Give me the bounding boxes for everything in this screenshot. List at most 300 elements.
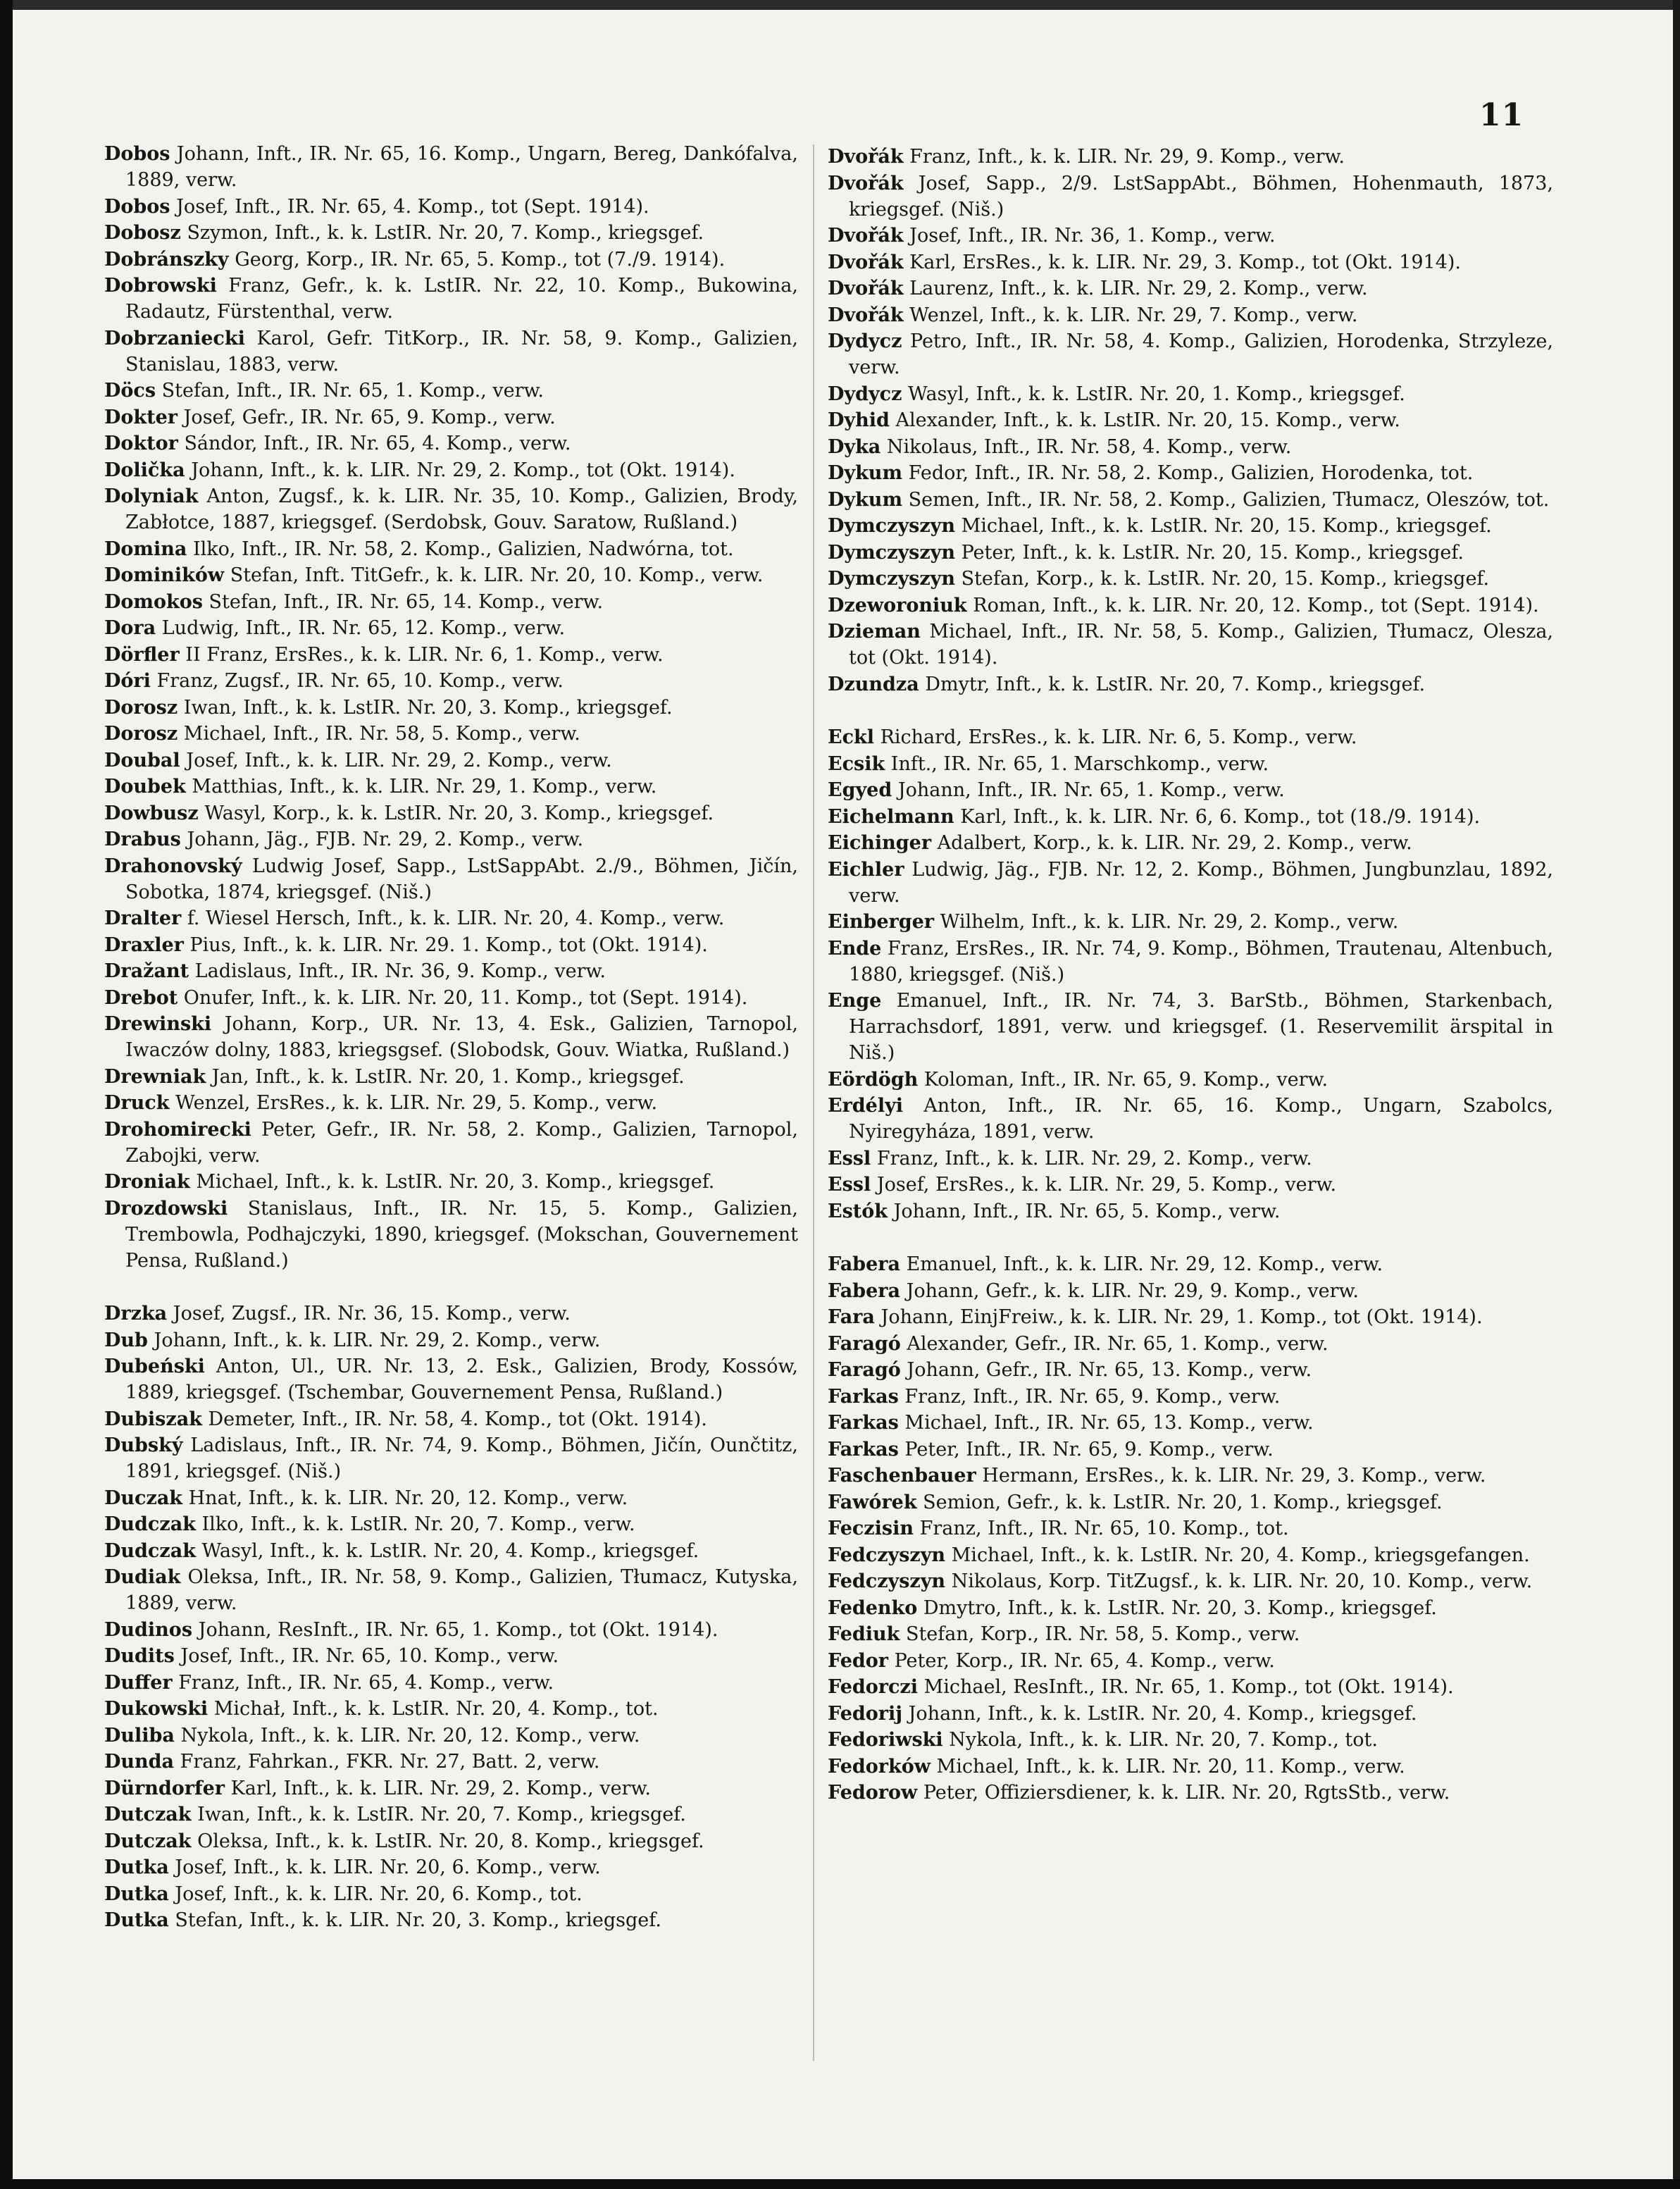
entry-surname: Dobosz — [104, 222, 181, 244]
entry-surname: Dyka — [828, 435, 881, 458]
entry-details: Josef, Inft., IR. Nr. 65, 4. Komp., tot (Sept. 1914). — [176, 195, 649, 218]
entry-details: Johann, Inft., k. k. LIR. Nr. 29, 2. Komp., tot (Okt. 1914). — [191, 459, 735, 481]
list-entry — [104, 1327, 798, 1353]
list-entry — [104, 958, 798, 984]
entry-details: Karol, Gefr. TitKorp., IR. Nr. 58, 9. Komp., Galizien, Stanislau, 1883, verw. — [125, 327, 798, 376]
list-entry — [828, 1331, 1553, 1357]
entry-surname: Farkas — [828, 1412, 899, 1434]
list-entry — [828, 619, 1553, 671]
entry-surname: Dvořák — [828, 278, 904, 299]
list-entry — [104, 1643, 798, 1669]
list-entry — [828, 302, 1553, 328]
entry-surname: Doktor — [104, 433, 178, 454]
entry-details: f. Wiesel Hersch, Inft., k. k. LIR. Nr. 20, 4. Komp., verw. — [187, 907, 725, 929]
list-entry — [828, 566, 1553, 592]
list-entry — [104, 826, 798, 852]
list-entry — [828, 830, 1553, 856]
entry-details: Wasyl, Inft., k. k. LstIR. Nr. 20, 1. Komp., kriegsgef. — [908, 383, 1405, 405]
entry-surname: Fedorków — [828, 1755, 931, 1778]
entry-surname: Dutka — [104, 1883, 169, 1905]
entry-surname: Drozdowski — [104, 1197, 228, 1220]
entry-details: Johann, Inft., k. k. LstIR. Nr. 20, 4. Komp., kriegsgef. — [908, 1702, 1417, 1725]
entry-details: Michael, Inft., k. k. LstIR. Nr. 20, 3. Komp., kriegsgef. — [196, 1171, 715, 1193]
entry-details: Karl, Inft., k. k. LIR. Nr. 29, 2. Komp., verw. — [230, 1777, 651, 1799]
entry-details: Onufer, Inft., k. k. LIR. Nr. 20, 11. Komp., tot (Sept. 1914). — [183, 986, 748, 1009]
entry-details: Johann, Gefr., IR. Nr. 65, 13. Komp., verw. — [907, 1359, 1312, 1381]
entry-surname: Duffer — [104, 1671, 173, 1694]
entry-details: Pius, Inft., k. k. LIR. Nr. 29. 1. Komp., tot (Okt. 1914). — [189, 934, 708, 956]
list-entry — [104, 615, 798, 641]
entry-details: Hnat, Inft., k. k. LIR. Nr. 20, 12. Komp., verw. — [188, 1487, 628, 1509]
list-entry — [104, 1538, 798, 1564]
entry-surname: Dymczyszyn — [828, 568, 955, 590]
entry-surname: Dudczak — [104, 1513, 196, 1535]
entry-surname: Dydycz — [828, 383, 902, 405]
entry-details: Oleksa, Inft., k. k. LstIR. Nr. 20, 8. Komp., kriegsgef. — [197, 1830, 704, 1852]
entry-surname: Dobránszky — [104, 248, 229, 271]
entry-details: Koloman, Inft., IR. Nr. 65, 9. Komp., verw. — [923, 1068, 1329, 1091]
entry-details: Anton, Inft., IR. Nr. 65, 16. Komp., Ungarn, Szabolcs, Nyiregyháza, 1891, verw. — [849, 1095, 1554, 1143]
list-entry — [828, 1437, 1553, 1463]
entry-details: II Franz, ErsRes., k. k. LIR. Nr. 6, 1. Komp., verw. — [185, 643, 664, 666]
entry-surname: Fediuk — [828, 1623, 900, 1645]
list-entry — [104, 1301, 798, 1327]
list-entry — [828, 513, 1553, 539]
entry-details: Josef, Inft., k. k. LIR. Nr. 20, 6. Komp., tot. — [175, 1883, 583, 1905]
entry-surname: Fedorow — [828, 1782, 918, 1804]
entry-surname: Dorosz — [104, 696, 178, 719]
list-entry — [104, 1353, 798, 1406]
entry-surname: Droniak — [104, 1171, 190, 1193]
list-entry — [104, 562, 798, 588]
entry-surname: Estók — [828, 1200, 888, 1222]
entry-surname: Enge — [828, 990, 882, 1012]
entry-surname: Faschenbauer — [828, 1465, 976, 1487]
entry-surname: Dorosz — [104, 723, 178, 745]
entry-surname: Dörfler — [104, 643, 180, 666]
entry-details: Adalbert, Korp., k. k. LIR. Nr. 29, 2. Komp., verw. — [937, 832, 1412, 854]
list-entry — [828, 170, 1553, 223]
list-entry — [104, 1881, 798, 1907]
entry-details: Josef, Sapp., 2/9. LstSappAbt., Böhmen, Hohenmauth, 1873, kriegsgef. (Niš.) — [849, 172, 1553, 221]
entry-details: Franz, Inft., IR. Nr. 65, 9. Komp., verw. — [904, 1385, 1281, 1408]
entry-surname: Domina — [104, 538, 187, 560]
list-entry — [104, 1564, 798, 1616]
list-entry — [828, 381, 1553, 407]
scan-edge-right — [1673, 0, 1680, 2189]
entry-surname: Dub — [104, 1329, 148, 1351]
entry-surname: Dutczak — [104, 1804, 192, 1825]
entry-surname: Dutka — [104, 1909, 169, 1931]
list-entry — [104, 589, 798, 615]
scan-edge-bottom — [0, 2179, 1680, 2189]
list-entry — [828, 1198, 1553, 1224]
list-entry — [104, 378, 798, 404]
entry-surname: Essl — [828, 1174, 871, 1196]
list-entry — [828, 936, 1553, 988]
entry-details: Stefan, Korp., k. k. LstIR. Nr. 20, 15. Komp., kriegsgef. — [961, 568, 1490, 590]
list-entry — [104, 1775, 798, 1802]
list-entry — [104, 800, 798, 826]
entry-surname: Drewniak — [104, 1065, 206, 1088]
list-entry — [104, 774, 798, 800]
column-divider — [813, 144, 814, 2061]
section-gap — [828, 1224, 1553, 1251]
entry-surname: Fedczyszyn — [828, 1544, 946, 1566]
entry-surname: Doubek — [104, 776, 186, 798]
entry-details: Nikolaus, Korp. TitZugsf., k. k. LIR. Nr. 20, 10. Komp., verw. — [951, 1570, 1533, 1592]
list-entry — [828, 1384, 1553, 1410]
entry-surname: Dvořák — [828, 304, 904, 326]
entry-details: Peter, Gefr., IR. Nr. 58, 2. Komp., Galizien, Tarnopol, Zabojki, verw. — [125, 1118, 798, 1167]
list-entry — [828, 1093, 1553, 1145]
list-entry — [828, 1595, 1553, 1621]
list-entry — [828, 407, 1553, 433]
entry-details: Wilhelm, Inft., k. k. LIR. Nr. 29, 2. Komp., verw. — [940, 911, 1399, 933]
entry-surname: Faragó — [828, 1332, 901, 1355]
entry-surname: Dolička — [104, 459, 185, 481]
list-entry — [828, 777, 1553, 803]
entry-details: Josef, Inft., IR. Nr. 65, 10. Komp., verw. — [180, 1645, 559, 1667]
entry-surname: Dvořák — [828, 251, 904, 273]
list-entry — [104, 1511, 798, 1537]
entry-details: Dmytr, Inft., k. k. LstIR. Nr. 20, 7. Komp., kriegsgef. — [925, 673, 1426, 695]
entry-details: Emanuel, Inft., IR. Nr. 74, 3. BarStb., Böhmen, Starkenbach, Harrachsdorf, 1891, verw. und kriegsgef. (1. Reservemilit ärspital in Niš.) — [849, 990, 1553, 1064]
entry-surname: Dykum — [828, 488, 903, 511]
list-entry — [828, 1542, 1553, 1568]
entry-surname: Drabus — [104, 829, 181, 850]
list-entry — [104, 721, 798, 747]
entry-details: Wasyl, Korp., k. k. LstIR. Nr. 20, 3. Komp., kriegsgef. — [204, 802, 714, 824]
entry-surname: Fedczyszyn — [828, 1570, 946, 1592]
list-entry — [828, 223, 1553, 249]
entry-details: Dmytro, Inft., k. k. LstIR. Nr. 20, 3. Komp., kriegsgef. — [923, 1596, 1437, 1619]
entry-details: Johann, EinjFreiw., k. k. LIR. Nr. 29, 1. Komp., tot (Okt. 1914). — [881, 1306, 1483, 1328]
entry-details: Michael, ResInft., IR. Nr. 65, 1. Komp., tot (Okt. 1914). — [923, 1676, 1454, 1698]
entry-details: Stefan, Inft., k. k. LIR. Nr. 20, 3. Komp., kriegsgef. — [175, 1909, 661, 1931]
entry-details: Josef, Zugsf., IR. Nr. 36, 15. Komp., verw. — [173, 1303, 571, 1325]
entry-surname: Dudiak — [104, 1566, 181, 1588]
entry-surname: Dražant — [104, 960, 189, 982]
list-entry — [828, 1251, 1553, 1277]
entry-surname: Dvořák — [828, 146, 904, 168]
entry-details: Oleksa, Inft., IR. Nr. 58, 9. Komp., Galizien, Tłumacz, Kutyska, 1889, verw. — [125, 1566, 798, 1614]
entry-surname: Dutczak — [104, 1830, 192, 1852]
list-entry — [828, 1754, 1553, 1780]
list-entry — [828, 909, 1553, 935]
entry-surname: Duliba — [104, 1724, 175, 1747]
list-entry — [104, 1406, 798, 1432]
entry-details: Semen, Inft., IR. Nr. 58, 2. Komp., Galizien, Tłumacz, Oleszów, tot. — [908, 488, 1550, 511]
entry-details: Stanislaus, Inft., IR. Nr. 15, 5. Komp., Galizien, Trembowla, Podhajczyki, 1890, kriegsgef. (Mokschan, Gouvernement Pensa, Rußland.) — [125, 1197, 798, 1272]
list-entry — [104, 404, 798, 430]
list-entry — [828, 671, 1553, 697]
entry-surname: Dymczyszyn — [828, 515, 955, 537]
list-entry — [828, 328, 1553, 380]
entry-details: Wasyl, Inft., k. k. LstIR. Nr. 20, 4. Komp., kriegsgef. — [201, 1539, 699, 1562]
entry-surname: Fedorczi — [828, 1676, 919, 1698]
scan-edge-left — [0, 0, 13, 2189]
list-entry — [104, 1854, 798, 1880]
entry-details: Johann, Inft., IR. Nr. 65, 5. Komp., verw. — [893, 1200, 1281, 1222]
entry-surname: Essl — [828, 1147, 871, 1170]
entry-details: Michael, Inft., k. k. LstIR. Nr. 20, 15. Komp., kriegsgef. — [961, 515, 1492, 537]
list-entry — [104, 220, 798, 246]
entry-surname: Eördögh — [828, 1068, 919, 1091]
entry-details: Stefan, Inft., IR. Nr. 65, 14. Komp., verw. — [209, 590, 604, 613]
entry-details: Michael, Inft., IR. Nr. 58, 5. Komp., verw. — [183, 723, 580, 745]
right-column — [828, 144, 1553, 1806]
list-entry — [828, 1568, 1553, 1594]
list-entry — [828, 434, 1553, 460]
entry-details: Matthias, Inft., k. k. LIR. Nr. 29, 1. Komp., verw. — [192, 776, 657, 798]
entry-surname: Dralter — [104, 907, 182, 929]
entry-details: Stefan, Inft., IR. Nr. 65, 1. Komp., verw. — [161, 380, 545, 402]
list-entry — [828, 460, 1553, 486]
entry-details: Demeter, Inft., IR. Nr. 58, 4. Komp., tot (Okt. 1914). — [208, 1408, 707, 1430]
entry-surname: Dzieman — [828, 621, 921, 643]
list-entry — [104, 1064, 798, 1090]
entry-details: Ilko, Inft., k. k. LstIR. Nr. 20, 7. Komp., verw. — [201, 1513, 635, 1535]
entry-surname: Dokter — [104, 406, 178, 428]
entry-surname: Dzundza — [828, 673, 919, 695]
list-entry — [104, 1117, 798, 1169]
entry-details: Ladislaus, Inft., IR. Nr. 36, 9. Komp., verw. — [194, 960, 606, 982]
entry-surname: Dydycz — [828, 330, 902, 352]
list-entry — [104, 668, 798, 694]
entry-surname: Dukowski — [104, 1698, 209, 1720]
entry-surname: Dora — [104, 617, 156, 639]
entry-details: Franz, Zugsf., IR. Nr. 65, 10. Komp., verw. — [156, 670, 564, 692]
entry-details: Josef, Inft., k. k. LIR. Nr. 29, 2. Komp., verw. — [186, 749, 612, 771]
entry-surname: Döcs — [104, 380, 156, 402]
entry-surname: Ende — [828, 937, 882, 960]
list-entry — [104, 430, 798, 457]
list-entry — [104, 642, 798, 668]
entry-surname: Farkas — [828, 1438, 899, 1461]
list-entry — [104, 1090, 798, 1116]
entry-surname: Eckl — [828, 726, 874, 748]
entry-surname: Faragó — [828, 1359, 901, 1381]
entry-details: Ludwig, Inft., IR. Nr. 65, 12. Komp., verw. — [161, 617, 566, 639]
entry-surname: Doubal — [104, 749, 180, 771]
list-entry — [104, 748, 798, 774]
entry-details: Hermann, ErsRes., k. k. LIR. Nr. 29, 3. Komp., verw. — [982, 1465, 1486, 1487]
entry-surname: Dubeński — [104, 1356, 205, 1377]
entry-details: Ludwig, Jäg., FJB. Nr. 12, 2. Komp., Böhmen, Jungbunzlau, 1892, verw. — [849, 858, 1553, 907]
left-column — [104, 141, 798, 1934]
entry-surname: Dolyniak — [104, 485, 199, 507]
entry-details: Roman, Inft., k. k. LIR. Nr. 20, 12. Komp., tot (Sept. 1914). — [973, 594, 1539, 616]
list-entry — [104, 695, 798, 721]
list-entry — [828, 1489, 1553, 1515]
list-entry — [104, 1011, 798, 1063]
entry-details: Georg, Korp., IR. Nr. 65, 5. Komp., tot (7./9. 1914). — [235, 248, 726, 271]
entry-surname: Eichinger — [828, 832, 932, 854]
entry-surname: Fedor — [828, 1649, 888, 1672]
list-entry — [104, 1907, 798, 1933]
entry-surname: Fedoriwski — [828, 1729, 943, 1751]
list-entry — [828, 1674, 1553, 1700]
entry-details: Alexander, Inft., k. k. LstIR. Nr. 20, 15. Komp., verw. — [895, 409, 1400, 431]
list-entry — [104, 536, 798, 562]
entry-details: Anton, Ul., UR. Nr. 13, 2. Esk., Galizien, Brody, Kossów, 1889, kriegsgef. (Tschembar, Gouvernement Pensa, Rußland.) — [125, 1356, 798, 1403]
entry-details: Josef, Gefr., IR. Nr. 65, 9. Komp., verw. — [183, 406, 556, 428]
list-entry — [828, 1067, 1553, 1093]
list-entry — [104, 194, 798, 220]
entry-details: Franz, Inft., k. k. LIR. Nr. 29, 2. Komp., verw. — [876, 1147, 1312, 1170]
entry-details: Michał, Inft., k. k. LstIR. Nr. 20, 4. Komp., tot. — [213, 1698, 659, 1720]
list-entry — [828, 988, 1553, 1066]
entry-surname: Drebot — [104, 986, 178, 1009]
page-number: 11 — [1479, 97, 1524, 133]
entry-details: Nykola, Inft., k. k. LIR. Nr. 20, 12. Komp., verw. — [180, 1724, 640, 1747]
section-gap — [104, 1274, 798, 1301]
list-entry — [104, 273, 798, 325]
entry-details: Ladislaus, Inft., IR. Nr. 74, 9. Komp., Böhmen, Jičín, Ounčtitz, 1891, kriegsgef. (Niš.) — [125, 1434, 798, 1482]
list-entry — [828, 1727, 1553, 1753]
list-entry — [104, 932, 798, 958]
list-entry — [104, 985, 798, 1011]
list-entry — [828, 1701, 1553, 1727]
entry-surname: Domokos — [104, 590, 203, 613]
entry-surname: Farkas — [828, 1385, 899, 1408]
list-entry — [104, 141, 798, 193]
list-entry — [828, 1463, 1553, 1489]
entry-details: Michael, Inft., k. k. LstIR. Nr. 20, 4. Komp., kriegsgefangen. — [951, 1544, 1530, 1566]
list-entry — [828, 540, 1553, 566]
entry-surname: Dubský — [104, 1434, 183, 1456]
entry-surname: Dudinos — [104, 1618, 193, 1641]
list-entry — [828, 857, 1553, 909]
entry-surname: Druck — [104, 1092, 170, 1114]
entry-details: Johann, Inft., k. k. LIR. Nr. 29, 2. Komp., verw. — [154, 1329, 601, 1351]
entry-surname: Ecsik — [828, 752, 885, 775]
entry-details: Laurenz, Inft., k. k. LIR. Nr. 29, 2. Komp., verw. — [909, 278, 1368, 299]
entry-details: Wenzel, ErsRes., k. k. LIR. Nr. 29, 5. Komp., verw. — [175, 1092, 658, 1114]
list-entry — [104, 1802, 798, 1828]
entry-details: Josef, Inft., k. k. LIR. Nr. 20, 6. Komp., verw. — [175, 1856, 601, 1878]
list-entry — [828, 1278, 1553, 1304]
entry-surname: Drohomirecki — [104, 1118, 251, 1141]
list-entry — [828, 1515, 1553, 1542]
list-entry — [828, 1357, 1553, 1383]
entry-details: Michael, Inft., IR. Nr. 58, 5. Komp., Galizien, Tłumacz, Olesza, tot (Okt. 1914). — [849, 621, 1553, 669]
entry-surname: Drahonovský — [104, 855, 242, 877]
entry-details: Jan, Inft., k. k. LstIR. Nr. 20, 1. Komp., kriegsgef. — [211, 1065, 685, 1088]
entry-surname: Eichelmann — [828, 805, 954, 828]
entry-surname: Fedenko — [828, 1596, 918, 1619]
entry-surname: Dobrowski — [104, 275, 217, 297]
entry-details: Franz, Inft., IR. Nr. 65, 10. Komp., tot. — [919, 1518, 1289, 1539]
list-entry — [104, 905, 798, 931]
list-entry — [828, 144, 1553, 170]
list-entry — [828, 1410, 1553, 1436]
entry-surname: Dzeworoniuk — [828, 594, 967, 616]
list-entry — [104, 1169, 798, 1195]
list-entry — [828, 804, 1553, 830]
entry-surname: Dobos — [104, 143, 170, 165]
list-entry — [104, 1696, 798, 1722]
entry-surname: Drzka — [104, 1303, 168, 1325]
entry-details: Franz, Inft., IR. Nr. 65, 4. Komp., verw. — [178, 1671, 554, 1694]
list-entry — [104, 247, 798, 273]
entry-details: Anton, Zugsf., k. k. LIR. Nr. 35, 10. Komp., Galizien, Brody, Zabłotce, 1887, kriegsgef. (Serdobsk, Gouv. Saratow, Rußland.) — [125, 485, 798, 533]
entry-surname: Erdélyi — [828, 1095, 904, 1117]
list-entry — [104, 1485, 798, 1511]
entry-surname: Dürndorfer — [104, 1777, 225, 1799]
entry-details: Emanuel, Inft., k. k. LIR. Nr. 29, 12. Komp., verw. — [906, 1253, 1383, 1275]
entry-surname: Duczak — [104, 1487, 183, 1509]
entry-details: Johann, ResInft., IR. Nr. 65, 1. Komp., tot (Okt. 1914). — [198, 1618, 718, 1641]
section-gap — [828, 697, 1553, 724]
entry-details: Karl, ErsRes., k. k. LIR. Nr. 29, 3. Komp., tot (Okt. 1914). — [909, 251, 1461, 273]
entry-details: Johann, Gefr., k. k. LIR. Nr. 29, 9. Komp., verw. — [906, 1279, 1359, 1302]
entry-surname: Dóri — [104, 670, 151, 692]
entry-details: Johann, Inft., IR. Nr. 65, 1. Komp., verw. — [897, 779, 1285, 801]
entry-details: Nykola, Inft., k. k. LIR. Nr. 20, 7. Komp., tot. — [949, 1729, 1378, 1751]
entry-details: Richard, ErsRes., k. k. LIR. Nr. 6, 5. Komp., verw. — [880, 726, 1357, 748]
entry-surname: Dominików — [104, 564, 225, 586]
entry-details: Karl, Inft., k. k. LIR. Nr. 6, 6. Komp., tot (18./9. 1914). — [960, 805, 1481, 828]
list-entry — [104, 1617, 798, 1643]
entry-surname: Einberger — [828, 911, 935, 933]
entry-details: Johann, Inft., IR. Nr. 65, 16. Komp., Ungarn, Bereg, Dankófalva, 1889, verw. — [125, 143, 798, 191]
list-entry — [104, 1670, 798, 1696]
list-entry — [828, 275, 1553, 302]
entry-surname: Dykum — [828, 462, 903, 484]
entry-surname: Dobrzaniecki — [104, 327, 245, 349]
list-entry — [828, 1621, 1553, 1647]
entry-details: Michael, Inft., IR. Nr. 65, 13. Komp., verw. — [904, 1412, 1314, 1434]
entry-details: Stefan, Korp., IR. Nr. 58, 5. Komp., verw. — [905, 1623, 1300, 1645]
entry-surname: Dymczyszyn — [828, 541, 955, 564]
entry-surname: Dowbusz — [104, 802, 199, 824]
entry-surname: Fabera — [828, 1279, 900, 1302]
entry-details: Johann, Jäg., FJB. Nr. 29, 2. Komp., verw. — [187, 829, 584, 850]
entry-surname: Fara — [828, 1306, 875, 1328]
entry-surname: Fedorij — [828, 1702, 903, 1725]
entry-details: Peter, Offiziersdiener, k. k. LIR. Nr. 20, RgtsStb., verw. — [923, 1782, 1450, 1804]
entry-surname: Dudits — [104, 1645, 175, 1667]
entry-details: Franz, Inft., k. k. LIR. Nr. 29, 9. Komp., verw. — [909, 146, 1345, 168]
entry-details: Iwan, Inft., k. k. LstIR. Nr. 20, 3. Komp., kriegsgef. — [183, 696, 673, 719]
list-entry — [828, 1648, 1553, 1674]
entry-details: Alexander, Gefr., IR. Nr. 65, 1. Komp., verw. — [907, 1332, 1329, 1355]
list-entry — [828, 1780, 1553, 1806]
entry-surname: Fabera — [828, 1253, 900, 1275]
list-entry — [828, 751, 1553, 777]
entry-surname: Dvořák — [828, 172, 904, 194]
list-entry — [104, 1432, 798, 1484]
list-entry — [828, 593, 1553, 619]
list-entry — [828, 1146, 1553, 1172]
list-entry — [828, 1304, 1553, 1330]
list-entry — [104, 1723, 798, 1749]
list-entry — [104, 853, 798, 905]
entry-surname: Draxler — [104, 934, 184, 956]
entry-details: Fedor, Inft., IR. Nr. 58, 2. Komp., Galizien, Horodenka, tot. — [908, 462, 1474, 484]
entry-surname: Dunda — [104, 1751, 175, 1773]
entry-details: Sándor, Inft., IR. Nr. 65, 4. Komp., verw. — [184, 433, 571, 454]
entry-surname: Dvořák — [828, 225, 904, 247]
entry-surname: Dobos — [104, 195, 170, 218]
list-entry — [104, 1196, 798, 1274]
entry-details: Michael, Inft., k. k. LIR. Nr. 20, 11. Komp., verw. — [936, 1755, 1405, 1778]
entry-details: Wenzel, Inft., k. k. LIR. Nr. 29, 7. Komp., verw. — [909, 304, 1358, 326]
scan-edge-top — [0, 0, 1680, 10]
entry-details: Stefan, Inft. TitGefr., k. k. LIR. Nr. 20, 10. Komp., verw. — [230, 564, 764, 586]
